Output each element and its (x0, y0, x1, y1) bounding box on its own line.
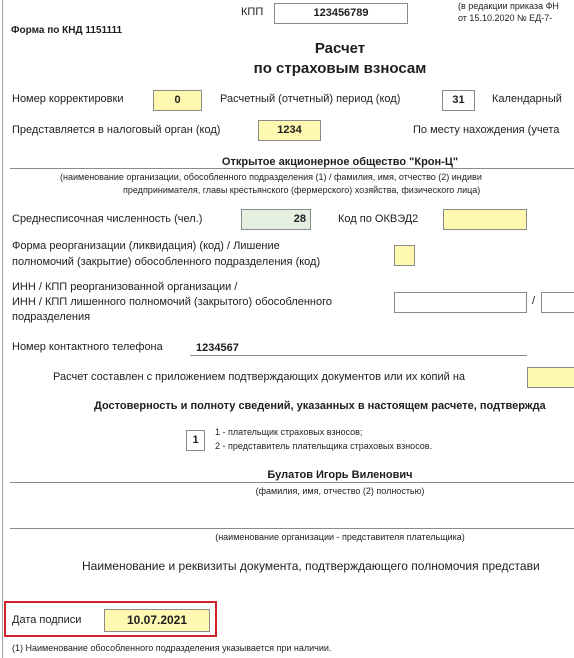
kpp-reorg-field[interactable] (541, 292, 574, 313)
signature-date-label: Дата подписи (12, 614, 82, 626)
inn-field[interactable] (394, 292, 527, 313)
redaction-note-2: от 15.10.2020 № ЕД-7- (458, 13, 553, 23)
okved-field[interactable] (443, 209, 527, 230)
inn-kpp-separator: / (532, 295, 536, 307)
organization-underline (10, 168, 574, 169)
period-field[interactable]: 31 (442, 90, 475, 111)
location-label: По месту нахождения (учета (413, 124, 560, 136)
page-title: Расчет (314, 40, 366, 57)
rep-org-underline (10, 528, 574, 529)
confirmation-heading: Достоверность и полноту сведений, указанных в настоящем расчете, подтвержда (94, 400, 546, 412)
inn-kpp-label-3: подразделения (12, 311, 91, 323)
organization-name[interactable]: Открытое акционерное общество "Крон-Ц" (221, 156, 459, 168)
headcount-field[interactable]: 28 (241, 209, 311, 230)
confirmation-option-2: 2 - представитель плательщика страховых взносов. (215, 441, 433, 451)
headcount-label: Среднесписочная численность (чел.) (12, 213, 203, 225)
correction-label: Номер корректировки (12, 93, 124, 105)
reorganization-label-2: полномочий (закрытие) обособленного подразделения (код) (12, 256, 321, 268)
rep-org-caption: (наименование организации - представителя плательщика) (215, 532, 465, 542)
period-label: Расчетный (отчетный) период (код) (220, 93, 401, 105)
reorganization-label-1: Форма реорганизации (ликвидация) (код) / Лишение (12, 240, 280, 252)
organization-caption-1: (наименование организации, обособленного подразделения (1) / фамилия, имя, отчество (2) индиви (60, 172, 482, 182)
signer-name[interactable]: Булатов Игорь Виленович (267, 469, 413, 481)
kpp-label: КПП (241, 6, 264, 18)
redaction-note-1: (в редакции приказа ФН (458, 1, 559, 11)
inn-kpp-label-1: ИНН / КПП реорганизованной организации / (12, 281, 238, 293)
authority-document-label: Наименование и реквизиты документа, подтверждающего полномочия представи (82, 559, 540, 573)
signature-date-field[interactable]: 10.07.2021 (104, 609, 210, 632)
correction-field[interactable]: 0 (153, 90, 202, 111)
tax-authority-field[interactable]: 1234 (258, 120, 321, 141)
signer-underline (10, 482, 574, 483)
form-knd-label: Форма по КНД 1151111 (11, 25, 123, 36)
attachments-label: Расчет составлен с приложением подтверждающих документов или их копий на (53, 371, 466, 383)
footnote: (1) Наименование обособленного подразделения указывается при наличии. (12, 643, 332, 653)
organization-caption-2: предпринимателя, главы крестьянского (фермерского) хозяйства, физического лица) (123, 185, 481, 195)
kpp-field[interactable]: 123456789 (274, 3, 408, 24)
attachments-field[interactable] (527, 367, 574, 388)
confirmation-code-field[interactable]: 1 (186, 430, 205, 451)
okved-label: Код по ОКВЭД2 (338, 213, 419, 225)
phone-field[interactable]: 1234567 (196, 342, 239, 354)
inn-kpp-label-2: ИНН / КПП лишенного полномочий (закрытого) обособленного (12, 296, 332, 308)
signer-caption: (фамилия, имя, отчество (2) полностью) (255, 486, 425, 496)
phone-label: Номер контактного телефона (12, 341, 163, 353)
confirmation-option-1: 1 - плательщик страховых взносов; (215, 427, 363, 437)
reorganization-field[interactable] (394, 245, 415, 266)
phone-underline (190, 355, 527, 356)
calendar-year-label: Календарный (492, 93, 562, 105)
page-subtitle: по страховым взносам (253, 60, 427, 77)
page-left-border (2, 0, 3, 658)
tax-authority-label: Представляется в налоговый орган (код) (12, 124, 221, 136)
